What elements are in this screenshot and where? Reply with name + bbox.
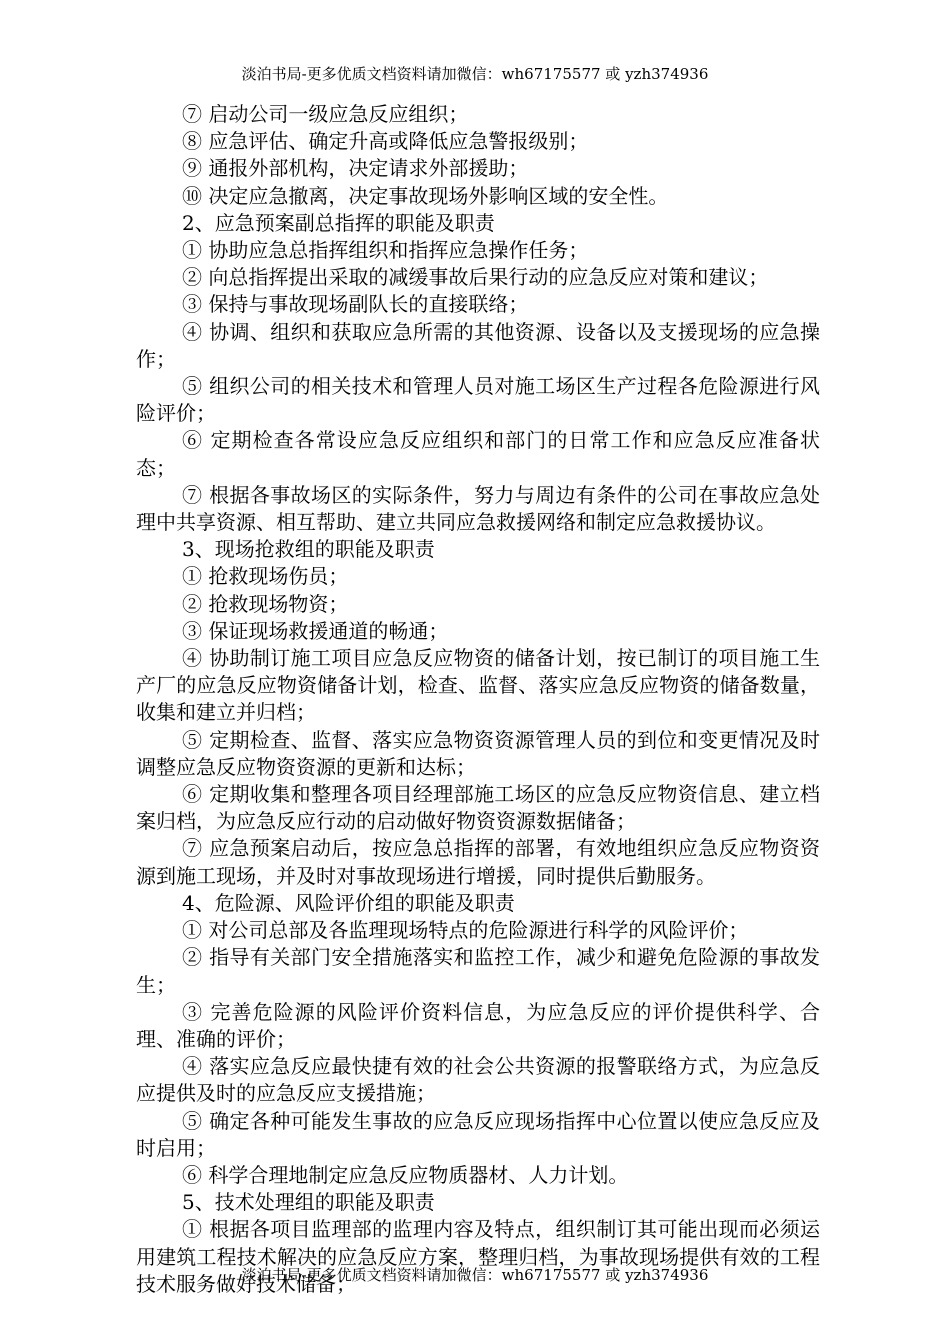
paragraph: ① 根据各项目监理部的监理内容及特点，组织制订其可能出现而必须运用建筑工程技术解决的应急反应方案，整理归档，为事故现场提供有效的工程技术服务做好技术储备； [136, 1217, 820, 1296]
section-heading: 3、现场抢救组的职能及职责 [182, 537, 435, 562]
page-header: 淡泊书局-更多优质文档资料请加微信：wh67175577 或 yzh374936 [241, 65, 709, 83]
paragraph: ⑨ 通报外部机构，决定请求外部援助； [182, 156, 529, 181]
document-body [136, 101, 820, 1298]
section-heading: 5、技术处理组的职能及职责 [182, 1190, 435, 1215]
paragraph: ③ 保证现场救援通道的畅通； [182, 618, 449, 643]
paragraph: ⑥ 科学合理地制定应急反应物质器材、人力计划。 [182, 1162, 629, 1187]
paragraph: ① 抢救现场伤员； [182, 564, 349, 589]
paragraph: ⑤ 确定各种可能发生事故的应急反应现场指挥中心位置以使应急反应及时启用； [136, 1108, 820, 1160]
paragraph: ⑤ 组织公司的相关技术和管理人员对施工场区生产过程各危险源进行风险评价； [136, 374, 820, 426]
paragraph: ③ 保持与事故现场副队长的直接联络； [182, 292, 529, 317]
paragraph: ⑦ 启动公司一级应急反应组织； [182, 102, 469, 126]
paragraph: ④ 协调、组织和获取应急所需的其他资源、设备以及支援现场的应急操作； [136, 319, 820, 371]
section-heading: 2、应急预案副总指挥的职能及职责 [182, 210, 495, 235]
paragraph: ④ 落实应急反应最快捷有效的社会公共资源的报警联络方式，为应急反应提供及时的应急反应支援措施； [136, 1054, 820, 1106]
paragraph: ① 协助应急总指挥组织和指挥应急操作任务； [182, 238, 589, 263]
paragraph: ⑥ 定期检查各常设应急反应组织和部门的日常工作和应急反应准备状态； [136, 428, 820, 480]
paragraph: ③ 完善危险源的风险评价资料信息，为应急反应的评价提供科学、合理、准确的评价； [136, 999, 820, 1051]
paragraph: ⑤ 定期检查、监督、落实应急物资资源管理人员的到位和变更情况及时调整应急反应物资资源的更新和达标； [136, 727, 820, 779]
section-heading: 4、危险源、风险评价组的职能及职责 [182, 890, 515, 915]
paragraph: ① 对公司总部及各监理现场特点的危险源进行科学的风险评价； [182, 918, 749, 943]
paragraph: ⑦ 根据各事故场区的实际条件，努力与周边有条件的公司在事故应急处理中共享资源、相互帮助、建立共同应急救援网络和制定应急救援协议。 [136, 482, 820, 535]
paragraph: ⑩ 决定应急撤离，决定事故现场外影响区域的安全性。 [182, 183, 669, 208]
paragraph: ⑥ 定期收集和整理各项目经理部施工场区的应急反应物资信息、建立档案归档，为应急反应行动的启动做好物资资源数据储备； [136, 782, 820, 834]
paragraph: ② 指导有关部门安全措施落实和监控工作，减少和避免危险源的事故发生； [136, 945, 820, 997]
paragraph: ⑦ 应急预案启动后，按应急总指挥的部署，有效地组织应急反应物资资源到施工现场，并及时对事故现场进行增援，同时提供后勤服务。 [136, 836, 820, 888]
paragraph: ⑧ 应急评估、确定升高或降低应急警报级别； [182, 129, 589, 154]
paragraph: ② 向总指挥提出采取的减缓事故后果行动的应急反应对策和建议； [182, 265, 769, 290]
page-footer: 淡泊书局-更多优质文档资料请加微信：wh67175577 或 yzh374936 [241, 1266, 709, 1284]
paragraph: ② 抢救现场物资； [182, 591, 349, 616]
paragraph: ④ 协助制订施工项目应急反应物资的储备计划，按已制订的项目施工生产厂的应急反应物资储备计划，检查、监督、落实应急反应物资的储备数量，收集和建立并归档； [136, 646, 820, 725]
